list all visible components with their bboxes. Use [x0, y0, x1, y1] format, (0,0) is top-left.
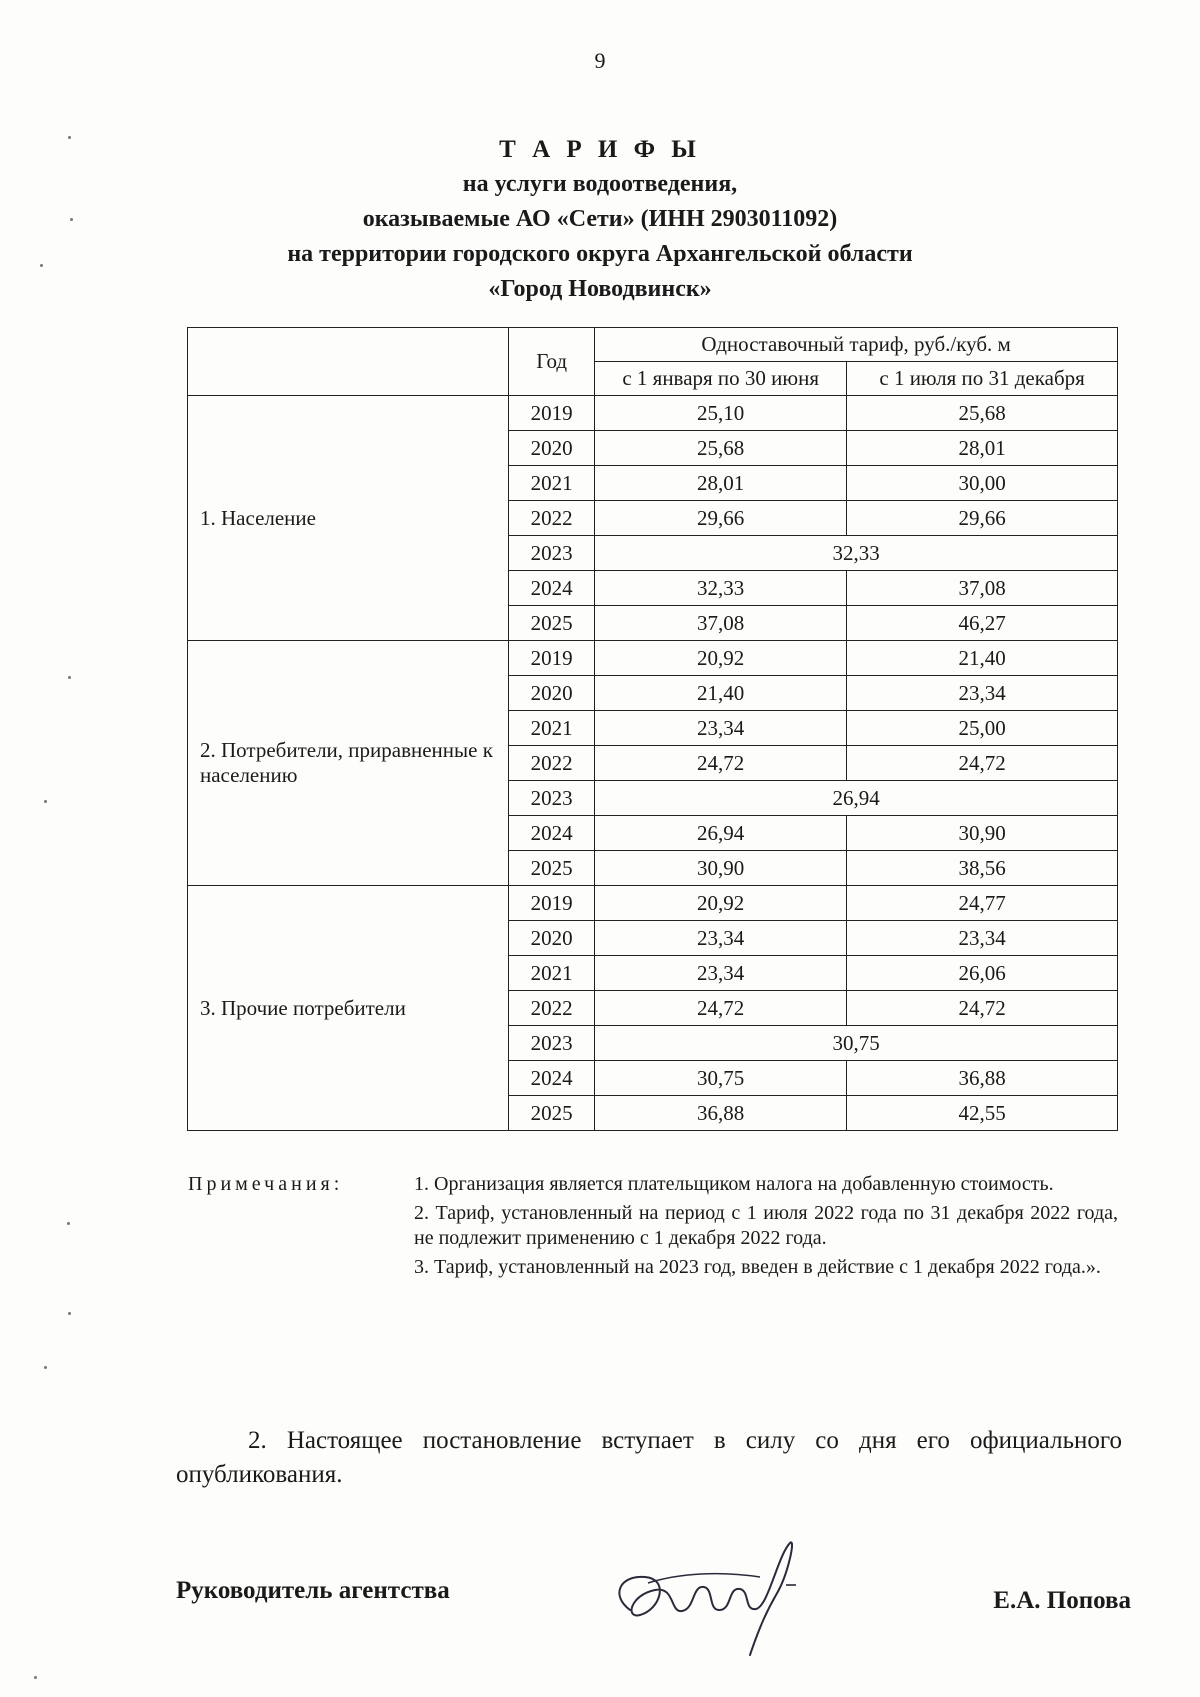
header-year: Год	[509, 328, 595, 396]
scan-speck	[68, 1312, 71, 1315]
tariff-half1-cell: 24,72	[595, 746, 847, 781]
scan-speck	[40, 264, 43, 267]
year-cell: 2023	[509, 1026, 595, 1061]
tariff-half1-cell: 30,90	[595, 851, 847, 886]
header-tariff: Одноставочный тариф, руб./куб. м	[595, 328, 1118, 362]
notes-list	[414, 1172, 1118, 1284]
year-cell: 2020	[509, 431, 595, 466]
header-half2: с 1 июля по 31 декабря	[847, 362, 1118, 396]
tariff-half2-cell: 24,72	[847, 746, 1118, 781]
year-cell: 2022	[509, 991, 595, 1026]
year-cell: 2020	[509, 676, 595, 711]
note-item-1: 1. Организация является плательщиком налога на добавленную стоимость.	[414, 1173, 1054, 1195]
tariff-merged-cell: 32,33	[595, 536, 1118, 571]
header-half1: с 1 января по 30 июня	[595, 362, 847, 396]
year-cell: 2025	[509, 1096, 595, 1131]
tariff-half2-cell: 46,27	[847, 606, 1118, 641]
effective-clause: 2. Настоящее постановление вступает в силу со дня его официального опубликования.	[176, 1427, 1122, 1488]
scan-speck	[44, 1366, 47, 1369]
tariff-half2-cell: 21,40	[847, 641, 1118, 676]
title-line-4: на территории городского округа Архангельской области	[287, 241, 913, 267]
year-cell: 2023	[509, 536, 595, 571]
tariff-half2-cell: 25,68	[847, 396, 1118, 431]
tariff-half1-cell: 20,92	[595, 886, 847, 921]
tariff-merged-cell: 30,75	[595, 1026, 1118, 1061]
tariff-table	[187, 327, 1118, 1131]
year-cell: 2023	[509, 781, 595, 816]
year-cell: 2020	[509, 921, 595, 956]
scan-speck	[68, 676, 71, 679]
year-cell: 2025	[509, 851, 595, 886]
scan-speck	[34, 1676, 37, 1679]
tariff-half2-cell: 23,34	[847, 921, 1118, 956]
tariff-half1-cell: 37,08	[595, 606, 847, 641]
tariff-merged-cell: 26,94	[595, 781, 1118, 816]
year-cell: 2021	[509, 956, 595, 991]
category-cell	[188, 641, 509, 886]
tariff-half2-cell: 38,56	[847, 851, 1118, 886]
tariff-half1-cell: 20,92	[595, 641, 847, 676]
tariff-half2-cell: 24,72	[847, 991, 1118, 1026]
tariff-half1-cell: 21,40	[595, 676, 847, 711]
category-label: 3. Прочие потребители	[200, 995, 406, 1020]
tariff-half1-cell: 23,34	[595, 711, 847, 746]
tariff-half1-cell: 23,34	[595, 956, 847, 991]
table-row	[188, 886, 1118, 921]
scan-speck	[68, 136, 71, 139]
year-cell: 2019	[509, 886, 595, 921]
notes-label: Примечания:	[188, 1173, 344, 1195]
tariff-table-body	[188, 396, 1118, 1131]
year-cell: 2025	[509, 606, 595, 641]
signatory-title: Руководитель агентства	[176, 1577, 450, 1604]
tariff-half2-cell: 36,88	[847, 1061, 1118, 1096]
category-cell	[188, 886, 509, 1131]
title-line-5: «Город Новодвинск»	[488, 276, 712, 302]
tariff-half2-cell: 24,77	[847, 886, 1118, 921]
tariff-half2-cell: 30,90	[847, 816, 1118, 851]
tariff-half2-cell: 30,00	[847, 466, 1118, 501]
tariff-half1-cell: 28,01	[595, 466, 847, 501]
year-cell: 2022	[509, 501, 595, 536]
tariff-half2-cell: 29,66	[847, 501, 1118, 536]
signatory-name: Е.А. Попова	[993, 1587, 1131, 1614]
year-cell: 2024	[509, 816, 595, 851]
category-cell	[188, 396, 509, 641]
tariff-half2-cell: 28,01	[847, 431, 1118, 466]
table-header-row	[188, 328, 1118, 362]
tariff-half1-cell: 25,10	[595, 396, 847, 431]
tariff-half2-cell: 26,06	[847, 956, 1118, 991]
year-cell: 2022	[509, 746, 595, 781]
handwritten-signature-icon	[600, 1515, 810, 1675]
tariff-half2-cell: 42,55	[847, 1096, 1118, 1131]
table-row	[188, 641, 1118, 676]
tariff-half1-cell: 24,72	[595, 991, 847, 1026]
title-heading: Т А Р И Ф Ы	[499, 136, 701, 163]
scan-speck	[67, 1222, 70, 1225]
tariff-half1-cell: 25,68	[595, 431, 847, 466]
year-cell: 2021	[509, 466, 595, 501]
note-item-3: 3. Тариф, установленный на 2023 год, введен в действие с 1 декабря 2022 года.».	[414, 1256, 1101, 1278]
tariff-half1-cell: 36,88	[595, 1096, 847, 1131]
year-cell: 2019	[509, 641, 595, 676]
title-line-3: оказываемые АО «Сети» (ИНН 2903011092)	[362, 206, 838, 232]
tariff-half1-cell: 32,33	[595, 571, 847, 606]
tariff-half2-cell: 25,00	[847, 711, 1118, 746]
note-item-2: 2. Тариф, установленный на период с 1 июля 2022 года по 31 декабря 2022 года, не подлежит применению с 1 декабря 2022 года.	[414, 1202, 1118, 1249]
tariff-half1-cell: 29,66	[595, 501, 847, 536]
scan-speck	[44, 800, 47, 803]
year-cell: 2019	[509, 396, 595, 431]
title-line-2: на услуги водоотведения,	[462, 171, 738, 197]
tariff-half2-cell: 23,34	[847, 676, 1118, 711]
header-category-cell	[188, 328, 509, 396]
category-label: 1. Население	[200, 505, 316, 530]
year-cell: 2021	[509, 711, 595, 746]
year-cell: 2024	[509, 571, 595, 606]
tariff-half1-cell: 23,34	[595, 921, 847, 956]
category-label: 2. Потребители, приравненные к населению	[200, 738, 493, 787]
tariff-half1-cell: 26,94	[595, 816, 847, 851]
page-number: 9	[594, 48, 606, 73]
year-cell: 2024	[509, 1061, 595, 1096]
table-row	[188, 396, 1118, 431]
document-title	[0, 132, 1200, 307]
tariff-half2-cell: 37,08	[847, 571, 1118, 606]
tariff-half1-cell: 30,75	[595, 1061, 847, 1096]
scan-speck	[70, 218, 73, 221]
